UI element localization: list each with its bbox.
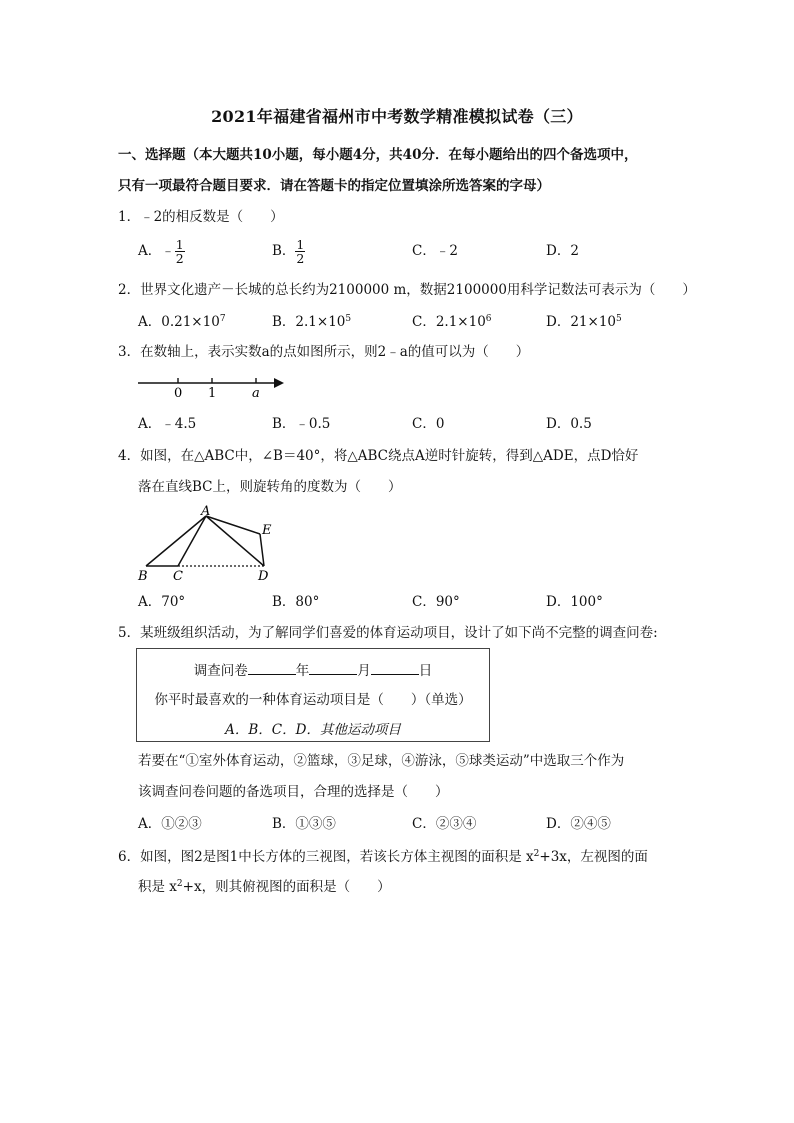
q5-follow-line2: 该调查问卷问题的备选项目，合理的选择是（ ） (138, 784, 449, 800)
q2-d-base: D．21×10 (546, 314, 616, 330)
segment-ed (260, 534, 264, 566)
survey-date-line (137, 659, 489, 679)
survey-year-blank (248, 662, 296, 675)
tick-label-1: 1 (208, 386, 217, 400)
q1-option-a-fraction (175, 238, 185, 265)
q2-stem: 2．世界文化遗产－长城的总长约为2100000 m，数据2100000用科学记数法可表示为（ ） (118, 282, 696, 298)
q6-line2-part-b: +x，则其俯视图的面积是（ ） (182, 879, 391, 895)
q2-b-exponent: 5 (345, 314, 352, 324)
q6-line1-part-a: 6．如图，图2是图1中长方体的三视图，若该长方体主视图的面积是 x (118, 849, 534, 865)
q2-c-exponent: 6 (485, 314, 492, 324)
q6-stem-line2 (138, 878, 391, 896)
q1-b-denominator: 2 (296, 251, 305, 266)
q1-option-c[interactable]: C．﹣2 (412, 243, 458, 259)
q3-option-a[interactable]: A．﹣4.5 (138, 416, 197, 432)
q2-option-a[interactable] (138, 313, 226, 331)
q4-stem-line2: 落在直线BC上，则旋转角的度数为（ ） (138, 479, 402, 495)
q5-option-b[interactable]: B．①③⑤ (272, 816, 336, 832)
q2-b-base: B．2.1×10 (272, 314, 346, 330)
tick-label-0: 0 (174, 386, 183, 400)
q5-option-a[interactable]: A．①②③ (138, 816, 202, 832)
survey-options: A．B．C．D．其他运动项目 (225, 722, 401, 738)
section-heading-line1: 一、选择题（本大题共10小题，每小题4分，共40分．在每小题给出的四个备选项中， (118, 147, 638, 163)
label-c: C (173, 569, 183, 584)
q1-option-a-prefix: A．﹣ (138, 243, 175, 259)
q5-option-c[interactable]: C．②③④ (412, 816, 477, 832)
q1-option-b[interactable] (272, 238, 305, 265)
q2-option-c[interactable] (412, 313, 492, 331)
q1-b-numerator: 1 (296, 237, 305, 252)
label-b: B (138, 569, 148, 584)
q6-stem-line1 (118, 848, 648, 866)
q1-option-d[interactable]: D．2 (546, 243, 579, 259)
q5-follow-line1: 若要在“①室外体育运动，②篮球，③足球，④游泳，⑤球类运动”中选取三个作为 (138, 753, 625, 769)
q3-option-b[interactable]: B．﹣0.5 (272, 416, 331, 432)
survey-day-label: 日 (418, 663, 433, 679)
q2-option-d[interactable] (546, 313, 622, 331)
segment-ab (146, 516, 206, 566)
q1-option-b-fraction (295, 238, 305, 265)
tick-label-a: a (252, 386, 260, 400)
q4-option-a[interactable]: A．70° (138, 594, 186, 610)
segment-ae (206, 516, 260, 534)
q4-option-c[interactable]: C．90° (412, 594, 460, 610)
q6-line1-part-b: +3x，左视图的面 (539, 849, 648, 865)
q4-option-b[interactable]: B．80° (272, 594, 320, 610)
label-e: E (262, 523, 272, 538)
q2-d-exponent: 5 (616, 314, 622, 324)
section-heading-line2: 只有一项最符合题目要求．请在答题卡的指定位置填涂所选答案的字母） (118, 178, 550, 194)
label-a: A (201, 504, 211, 519)
segment-ad (206, 516, 264, 566)
q6-line2-part-a: 积是 x (138, 879, 177, 895)
q3-option-d[interactable]: D．0.5 (546, 416, 592, 432)
survey-prefix: 调查问卷 (193, 663, 248, 679)
q1-stem: 1．﹣2的相反数是（ ） (118, 209, 284, 225)
q3-stem: 3．在数轴上，表示实数a的点如图所示，则2﹣a的值可以为（ ） (118, 344, 530, 360)
q2-a-exponent: 7 (219, 314, 226, 324)
q4-triangle-figure (134, 504, 284, 584)
q1-option-a[interactable] (138, 238, 185, 265)
q5-option-d[interactable]: D．②④⑤ (546, 816, 611, 832)
survey-box (136, 648, 490, 742)
q5-stem: 5．某班级组织活动，为了解同学们喜爱的体育运动项目，设计了如下尚不完整的调查问卷: (118, 625, 658, 641)
q4-option-d[interactable]: D．100° (546, 594, 603, 610)
survey-year-label: 年 (295, 663, 310, 679)
page-title: 2021年福建省福州市中考数学精准模拟试卷（三） (211, 107, 583, 126)
q1-a-denominator: 2 (175, 251, 184, 266)
q4-stem-line1: 4．如图，在△ABC中，∠B＝40°，将△ABC绕点A逆时针旋转，得到△ADE，点D恰好 (118, 448, 639, 464)
segment-ac (178, 516, 206, 566)
label-d: D (258, 569, 269, 584)
q6-line1-exponent: 2 (533, 849, 540, 859)
q1-a-numerator: 1 (175, 237, 184, 252)
q3-number-line (136, 372, 288, 400)
number-line-arrow (274, 378, 284, 388)
q1-option-b-prefix: B． (272, 243, 296, 259)
q2-option-b[interactable] (272, 313, 351, 331)
survey-month-blank (309, 662, 357, 675)
survey-question: 你平时最喜欢的一种体育运动项目是（ ）（单选） (154, 692, 472, 708)
q2-c-base: C．2.1×10 (412, 314, 486, 330)
q3-option-c[interactable]: C．0 (412, 416, 445, 432)
q2-a-base: A．0.21×10 (138, 314, 220, 330)
survey-day-blank (371, 662, 419, 675)
survey-month-label: 月 (357, 663, 371, 679)
q6-line2-exponent: 2 (176, 879, 183, 889)
